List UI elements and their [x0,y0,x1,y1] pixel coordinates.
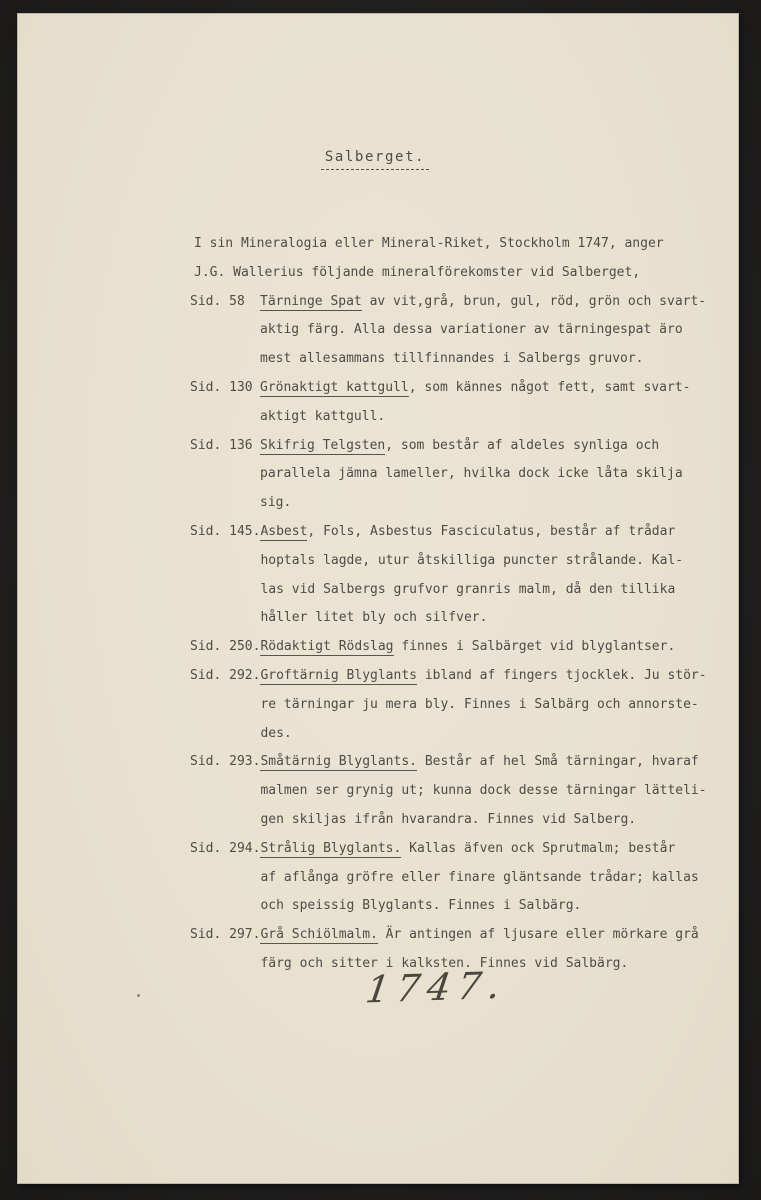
entry-continuation-line: sig. [260,495,292,511]
entry-first-line [260,841,675,858]
page-reference: Sid. 130 [190,379,253,395]
paper-speck [137,994,140,997]
entry-continuation-line: aktig färg. Alla dessa variationer av tärningespat äro [260,322,683,338]
entry-continuation-line: malmen ser grynig ut; kunna dock desse tärningar lätteli- [260,783,707,799]
catalog-entry [190,432,720,518]
entry-text [260,288,720,374]
entry-first-line-rest: Kallas äfven ock Sprutmalm; består [401,840,676,856]
catalog-entry [190,374,720,432]
entry-first-line [260,438,659,455]
entry-first-line-rest: , som kännes något fett, samt svart- [408,379,691,395]
entry-continuation-line: mest allesammans tillfinnandes i Salbergs gruvor. [260,351,644,367]
entry-first-line-rest: , Fols, Asbestus Fasciculatus, består af trådar [307,523,676,539]
entry-first-line [260,524,675,541]
page-reference: Sid. 136 [190,437,253,453]
catalog-entry [190,835,720,921]
page-title-text: Salberget. [321,149,429,170]
mineral-term: Grönaktigt kattgull [260,379,409,395]
entry-first-line-rest: av vit,grå, brun, gul, röd, grön och svart- [361,293,707,309]
page-reference: Sid. 297. [190,927,261,943]
entry-continuation-line: aktigt kattgull. [260,408,386,424]
entry-first-line [260,380,690,397]
entry-first-line-rest: ibland af fingers tjocklek. Ju stör- [417,667,707,683]
entry-text [260,662,720,748]
page-reference: Sid. 145. [190,523,261,539]
entry-continuation-line: des. [260,725,292,741]
page-reference: Sid. 292. [190,667,261,683]
intro-line: J.G. Wallerius följande mineralförekomster vid Salberget, [194,264,641,280]
mineral-term: Tärninge Spat [260,293,362,309]
page-reference: Sid. 294. [190,840,261,856]
entry-continuation-line: las vid Salbergs grufvor granris malm, då den tillika [260,581,676,597]
catalog-entry [190,288,720,374]
page-reference: Sid. 250. [190,639,261,655]
entry-text [260,748,720,834]
entry-text [260,374,720,432]
mineral-term: Grå Schiölmalm. [260,927,378,943]
mineral-term: Småtärnig Blyglants. [260,754,417,770]
mineral-term: Skifrig Telgsten [260,437,386,453]
catalog-entry [190,633,720,662]
entry-first-line-rest: finnes i Salbärget vid blyglantser. [393,639,676,655]
entry-continuation-line: parallela jämna lameller, hvilka dock icke låta skilja [260,466,683,482]
entry-first-line [260,639,675,656]
page-reference: Sid. 58 [190,293,245,309]
entry-first-line-rest: Är antingen af ljusare eller mörkare grå [377,927,699,943]
entry-continuation-line: färg och sitter i kalksten. Finnes vid Salbärg. [260,955,629,971]
handwritten-year-note: 1747. [363,963,510,1012]
entry-continuation-line: re tärningar ju mera bly. Finnes i Salbärg och annorste- [260,696,699,712]
entry-continuation-line: hoptals lagde, utur åtskilliga puncter strålande. Kal- [260,552,684,568]
entry-text [260,432,720,518]
entry-text [260,633,720,662]
entry-first-line [260,754,698,771]
catalog-entry [190,748,720,834]
entry-first-line-rest: Består af hel Små tärningar, hvaraf [417,754,699,770]
page-reference: Sid. 293. [190,754,261,770]
page-title [18,146,738,170]
entry-first-line [260,668,706,685]
catalog-entry [190,662,720,748]
entry-continuation-line: håller litet bly och silfver. [260,610,488,626]
document-body [18,230,738,979]
entry-continuation-line: gen skiljas ifrån hvarandra. Finnes vid Salberg. [260,811,637,827]
mineral-entry-list [190,288,720,979]
entry-continuation-line: af aflånga gröfre eller finare gläntsande trådar; kallas [260,869,699,885]
entry-text [260,835,720,921]
entry-first-line [260,927,698,944]
document-page [18,14,738,1183]
mineral-term: Asbest [260,523,308,539]
catalog-entry [190,518,720,633]
mineral-term: Rödaktigt Rödslag [260,639,394,655]
entry-first-line [260,294,706,311]
entry-first-line-rest: , som består af aldeles synliga och [385,437,660,453]
entry-text [260,518,720,633]
entry-continuation-line: och speissig Blyglants. Finnes i Salbärg. [260,898,582,914]
intro-line: I sin Mineralogia eller Mineral-Riket, Stockholm 1747, anger [194,236,664,251]
mineral-term: Groftärnig Blyglants [260,667,417,683]
mineral-term: Strålig Blyglants. [260,840,402,856]
